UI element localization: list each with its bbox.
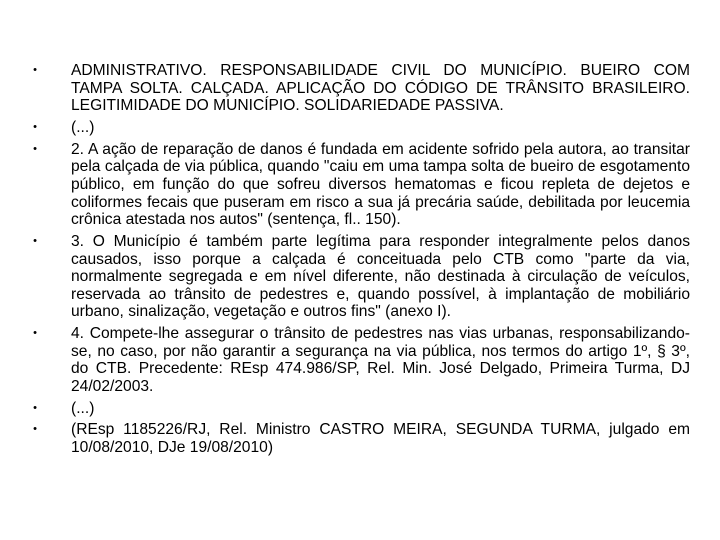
bullet-item-ellipsis <box>30 400 690 418</box>
citation-bullet-list <box>30 62 690 461</box>
bullet-item-heading <box>30 62 690 115</box>
bullet-text: 4. Compete-lhe assegurar o trânsito de pedestres nas vias urbanas, responsabilizando-se, no caso, por não garantir a segurança na via pública, nos termos do artigo 1º, § 3º, do CTB. Precedente: REsp 474.986/SP, Rel. Min. José Delgado, Primeira Turma, DJ 24/02/2003. <box>71 325 690 395</box>
bullet-item-ellipsis <box>30 119 690 137</box>
bullet-icon: • <box>33 64 37 76</box>
bullet-icon: • <box>33 142 37 155</box>
bullet-text: (...) <box>71 118 95 136</box>
bullet-text: ADMINISTRATIVO. RESPONSABILIDADE CIVIL DO MUNICÍPIO. BUEIRO COM TAMPA SOLTA. CALÇADA. APLICAÇÃO DO CÓDIGO DE TRÂNSITO BRASILEIRO. LEGITIMIDADE DO MUNICÍPIO. SOLIDARIEDADE PASSIVA. <box>71 62 690 115</box>
bullet-icon: • <box>33 327 37 340</box>
bullet-icon: • <box>33 401 37 414</box>
bullet-text: 2. A ação de reparação de danos é fundada em acidente sofrido pela autora, ao transitar pela calçada de via pública, quando "caiu em uma tampa solta de bueiro de esgotamento público, em função do que sofreu diversos hematomas e ficou repleta de dejetos e coliformes fecais que puseram em risco a sua já precária saúde, debilitada por leucemia crônica atestada nos autos" (sentença, fl.. 150). <box>71 140 690 229</box>
bullet-text: 3. O Município é também parte legítima para responder integralmente pelos danos causados, isso porque a calçada é conceituada pelo CTB como "parte da via, normalmente segregada e em nível diferente, não destinada à circulação de veículos, reservada ao trânsito de pedestres e, quando possível, à implantação de mobiliário urbano, sinalização, vegetação e outros fins" (anexo I). <box>71 232 690 321</box>
bullet-item-citation-reference <box>30 421 690 456</box>
bullet-text: (...) <box>71 399 95 417</box>
bullet-item-paragraph-4 <box>30 325 690 395</box>
bullet-item-paragraph-3 <box>30 233 690 321</box>
bullet-icon: • <box>33 234 37 247</box>
bullet-icon: • <box>33 120 37 133</box>
bullet-item-paragraph-2 <box>30 141 690 229</box>
bullet-text: (REsp 1185226/RJ, Rel. Ministro CASTRO MEIRA, SEGUNDA TURMA, julgado em 10/08/2010, DJe 19/08/2010) <box>71 421 690 456</box>
bullet-icon: • <box>33 423 37 436</box>
